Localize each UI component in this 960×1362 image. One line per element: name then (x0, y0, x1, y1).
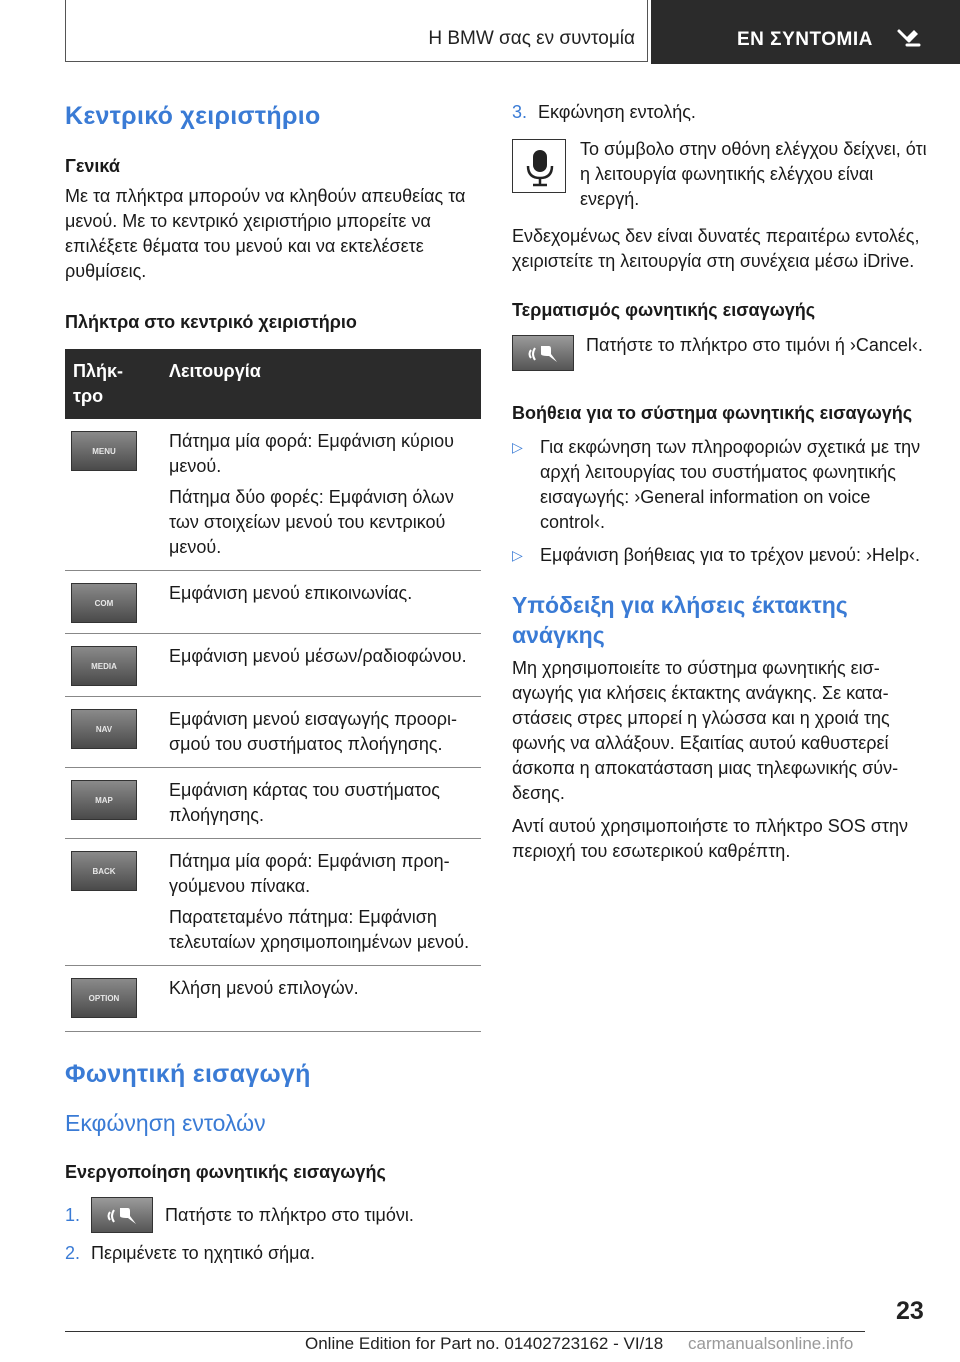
back-key-icon: BACK (71, 851, 137, 891)
function-text: Πάτημα μία φορά: Εμφάνιση προηγούμενου πίνακα. (169, 851, 450, 896)
voice-button-icon (512, 335, 574, 371)
map-key-icon: MAP (71, 780, 137, 820)
step-1 (65, 1197, 481, 1233)
footer-divider (65, 1331, 865, 1332)
function-text: Εμφάνιση μενού εισαγωγής προορισμού του συστήματος πλοήγησης. (169, 709, 458, 754)
bullet-item (512, 435, 932, 535)
heading-activate: Ενεργοποίηση φωνητικής εισαγωγής (65, 1162, 386, 1182)
function-text: Πάτημα δύο φορές: Εμφάνιση όλων των στοιχείων μενού του κεντρικού μενού. (169, 487, 454, 557)
table-row (65, 419, 481, 571)
microphone-icon (512, 139, 566, 193)
table-row (65, 768, 481, 839)
chapter-title: ΕΝ ΣΥΝΤΟΜΙΑ (737, 29, 873, 50)
step-2 (65, 1241, 481, 1266)
watermark: carmanualsonline.info (688, 1334, 854, 1353)
function-text: Εμφάνιση μενού επικοινωνίας. (169, 583, 413, 603)
mic-note-text: Το σύμβολο στην οθόνη ελέγχου δείχνει, ότι η λειτουργία φωνητικής ελέγχου είναι ενεργή. (580, 139, 927, 209)
left-column (65, 100, 481, 1266)
column-header-function: Λειτουργία (161, 349, 481, 419)
heading-help: Βοήθεια για το σύστημα φωνητικής εισαγωγής (512, 403, 913, 423)
step-text: Περιμένετε το ηχητικό σήμα. (91, 1243, 315, 1263)
com-key-icon: COM (71, 583, 137, 623)
paragraph-emergency-2: Αντί αυτού χρησιμοποιήστε το πλήκτρο SOS στην περιοχή του εσωτερικού καθρέπτη. (512, 816, 909, 861)
function-text: Παρατεταμένο πάτημα: Εμφάνιση τελευταίων χρησιμοποιημένων μενού. (169, 907, 470, 952)
table-row (65, 966, 481, 1032)
table-row (65, 697, 481, 768)
section-title: Η BMW σας εν συντομία (428, 28, 635, 49)
step-3 (512, 100, 932, 125)
function-text: Εμφάνιση κάρτας του συστήματος πλοήγησης. (169, 780, 440, 825)
heading-keys: Πλήκτρα στο κεντρικό χειριστήριο (65, 312, 357, 332)
paragraph-emergency-1: Μη χρησιμοποιείτε το σύστημα φωνητικής εισαγωγής για κλήσεις έκτακτης ανάγκης. Σε καταστάσεις στρες μπορεί η γλώσσα και η χροιά της φωνής να αλλάξουν. Εξαιτίας αυτού καθυστερεί άσκοπα η αποκατάσταση μιας τηλεφωνικής σύνδεσης. (512, 658, 899, 803)
footer-edition: Online Edition for Part no. 01402723162 - VI/18 (305, 1334, 664, 1353)
heading-commands: Εκφώνηση εντολών (65, 1110, 266, 1136)
step-text: Εκφώνηση εντολής. (538, 102, 696, 122)
heading-voice: Φωνητική εισαγωγή (65, 1060, 311, 1088)
heading-controller: Κεντρικό χειριστήριο (65, 102, 321, 130)
heading-general: Γενικά (65, 156, 120, 176)
nav-key-icon: NAV (71, 709, 137, 749)
table-row (65, 571, 481, 634)
step-number: 2. (65, 1243, 81, 1263)
voice-button-icon (91, 1197, 153, 1233)
step-number: 1. (65, 1204, 81, 1225)
triangle-bullet-icon: ▷ (512, 439, 523, 455)
end-voice-text: Πατήστε το πλήκτρο στο τιμόνι ή ›Cancel‹. (586, 335, 923, 355)
table-row (65, 839, 481, 966)
step-number: 3. (512, 102, 528, 122)
paragraph-idrive: Ενδεχομένως δεν είναι δυνατές περαιτέρω εντολές, χειριστείτε τη λειτουργία στη συνέχεια μέσω iDrive. (512, 226, 920, 271)
heading-emergency: Υπόδειξη για κλήσεις έκτακτης ανάγκης (512, 592, 848, 648)
step-text: Πατήστε το πλήκτρο στο τιμόνι. (165, 1204, 414, 1225)
function-text: Εμφάνιση μενού μέσων/ραδιοφώνου. (169, 646, 467, 666)
bullet-text: Εμφάνιση βοήθειας για το τρέχον μενού: ›Help‹. (540, 545, 920, 565)
paragraph-general: Με τα πλήκτρα μπορούν να κληθούν απευθείας τα μενού. Με το κεντρικό χειριστήριο μπορείτε να επιλέξετε θέματα του μενού και να εκτελέσετε ρυθμίσεις. (65, 186, 466, 281)
header-chapter-tab (651, 0, 960, 64)
function-text: Κλήση μενού επιλογών. (169, 978, 359, 998)
bullet-item (512, 543, 932, 568)
function-text: Πάτημα μία φορά: Εμφάνιση κύριου μενού. (169, 431, 454, 476)
keys-table (65, 349, 481, 1032)
triangle-bullet-icon: ▷ (512, 547, 523, 563)
quick-reference-icon (896, 28, 922, 50)
heading-end-voice: Τερματισμός φωνητικής εισαγωγής (512, 300, 816, 320)
option-key-icon: OPTION (71, 978, 137, 1018)
page-number: 23 (896, 1297, 924, 1325)
menu-key-icon: MENU (71, 431, 137, 471)
column-header-key: Πλήκ- τρο (65, 349, 161, 419)
bullet-text: Για εκφώνηση των πληροφοριών σχετικά με την αρχή λειτουργίας του συστήματος φωνητικής εισαγωγής: ›General information on voice control‹. (540, 437, 921, 532)
media-key-icon: MEDIA (71, 646, 137, 686)
header-section-tab (65, 0, 648, 62)
table-row (65, 634, 481, 697)
right-column (512, 100, 932, 864)
mic-note (512, 139, 932, 212)
end-voice-note (512, 335, 932, 371)
